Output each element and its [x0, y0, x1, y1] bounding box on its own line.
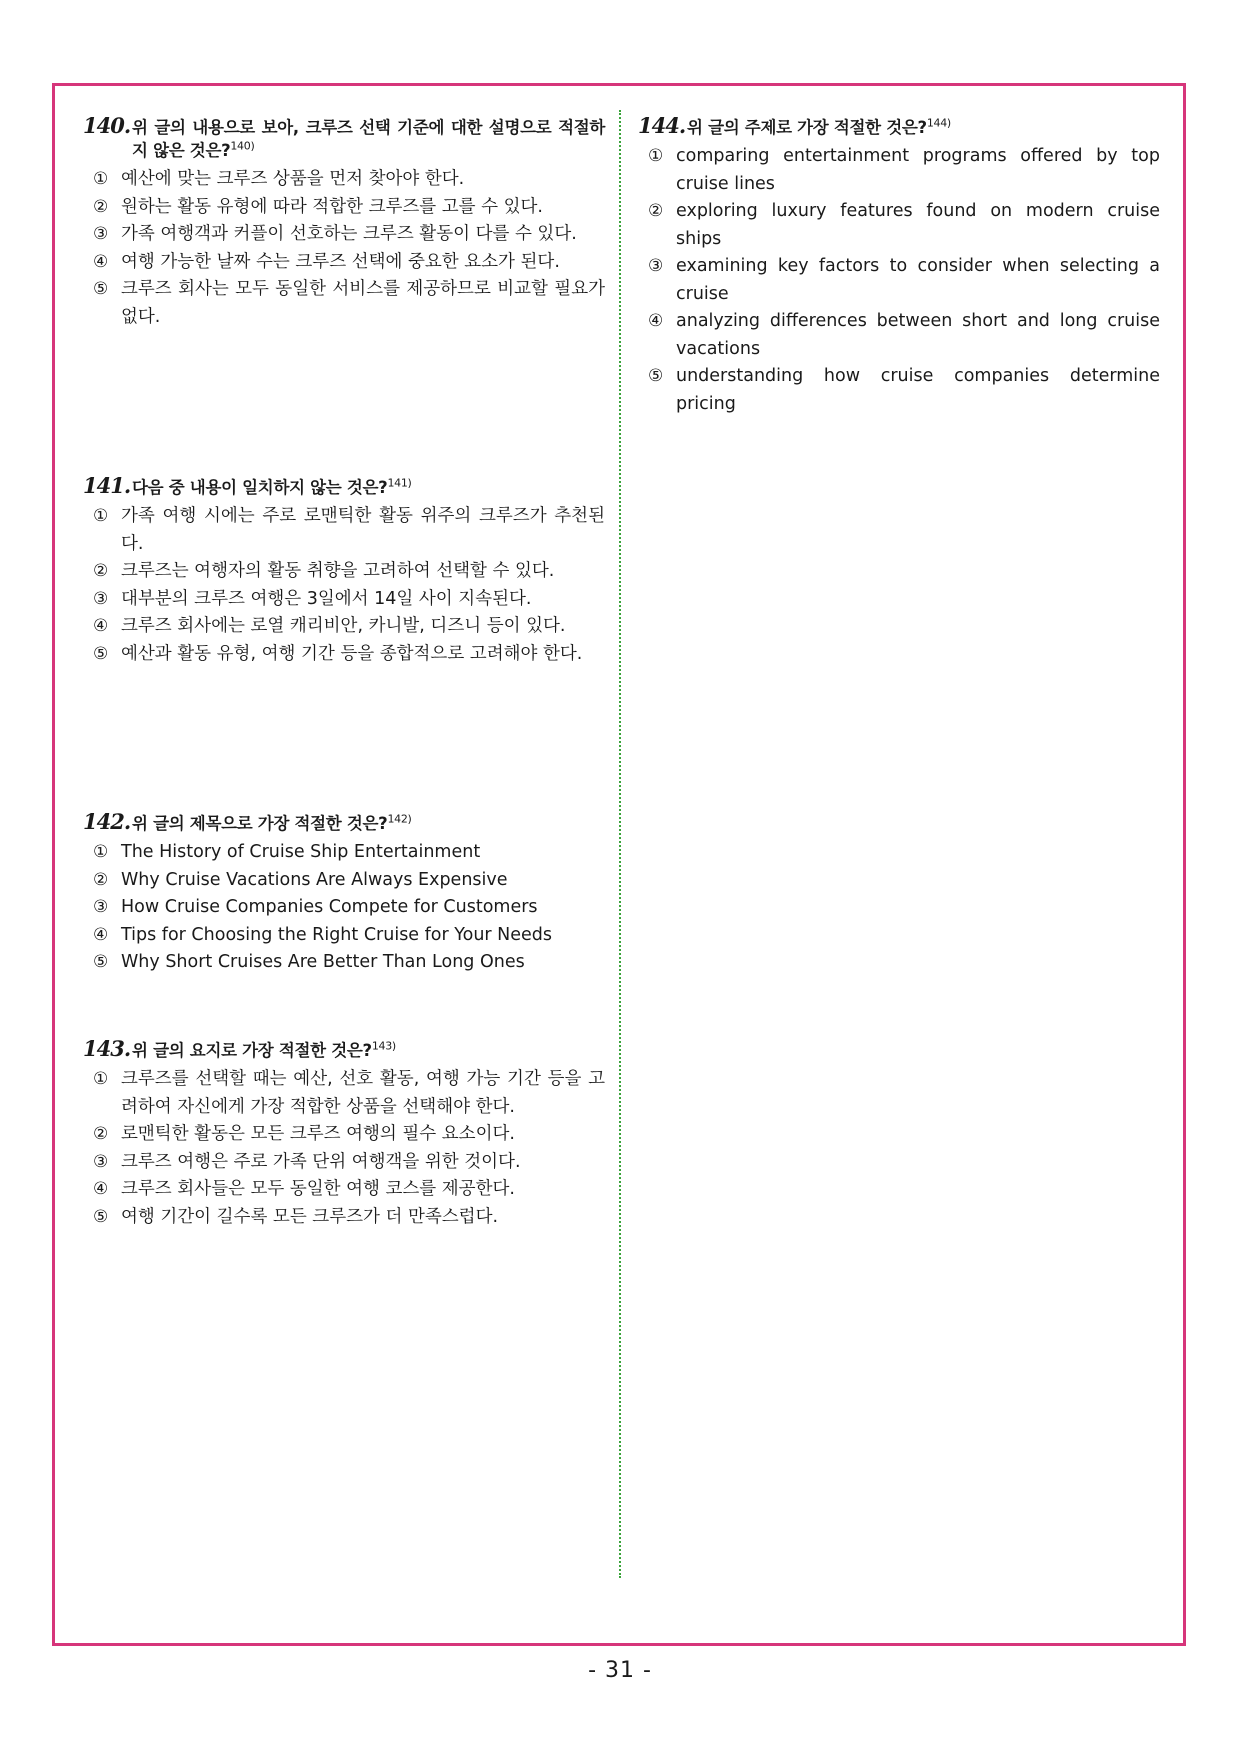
option-list	[83, 1066, 605, 1231]
option-2[interactable]	[83, 194, 605, 222]
option-4[interactable]	[83, 613, 605, 641]
option-text: 예산과 활동 유형, 여행 기간 등을 종합적으로 고려해야 한다.	[121, 643, 583, 664]
question-header	[83, 113, 605, 162]
option-text: understanding how cruise companies determine pricing	[676, 366, 1160, 414]
option-mark: ④	[93, 1179, 109, 1199]
question-text: 위 글의 내용으로 보아, 크루즈 선택 기준에 대한 설명으로 적절하지 않은 것은?	[132, 118, 605, 160]
option-text: 여행 가능한 날짜 수는 크루즈 선택에 중요한 요소가 된다.	[121, 251, 560, 272]
question-140	[83, 113, 605, 331]
option-mark: ②	[93, 196, 109, 217]
option-mark: ⑤	[93, 952, 109, 972]
option-text: comparing entertainment programs offered by top cruise lines	[676, 146, 1160, 194]
option-mark: ①	[93, 1069, 109, 1089]
option-5[interactable]	[638, 363, 1160, 418]
option-mark: ④	[93, 924, 109, 945]
option-4[interactable]	[83, 922, 605, 950]
option-mark: ④	[93, 616, 109, 636]
option-text: How Cruise Companies Compete for Customers	[121, 897, 538, 917]
option-text: 가족 여행객과 커플이 선호하는 크루즈 활동이 다를 수 있다.	[121, 224, 577, 244]
question-text: 위 글의 제목으로 가장 적절한 것은?	[132, 814, 388, 833]
question-141	[83, 473, 605, 668]
option-mark: ①	[648, 146, 664, 166]
option-mark: ②	[93, 869, 109, 890]
option-mark: ①	[93, 506, 109, 526]
option-list	[83, 166, 605, 331]
option-3[interactable]	[83, 221, 605, 249]
option-text: Why Short Cruises Are Better Than Long Ones	[121, 952, 525, 972]
option-1[interactable]	[83, 1066, 605, 1121]
option-text: 원하는 활동 유형에 따라 적합한 크루즈를 고를 수 있다.	[121, 196, 543, 217]
option-mark: ③	[93, 897, 109, 917]
option-mark: ⑤	[648, 366, 664, 386]
option-1[interactable]	[83, 166, 605, 194]
option-mark: ⑤	[93, 279, 109, 299]
option-mark: ⑤	[93, 1206, 109, 1227]
option-mark: ③	[93, 588, 109, 609]
option-3[interactable]	[83, 1149, 605, 1177]
question-number: 140.	[83, 113, 131, 138]
option-4[interactable]	[83, 249, 605, 277]
question-footnote: 140)	[230, 139, 255, 153]
option-2[interactable]	[83, 1121, 605, 1149]
option-text: 크루즈 여행은 주로 가족 단위 여행객을 위한 것이다.	[121, 1151, 521, 1172]
option-4[interactable]	[638, 308, 1160, 363]
option-mark: ④	[93, 251, 109, 272]
option-1[interactable]	[83, 503, 605, 558]
option-1[interactable]	[638, 143, 1160, 198]
option-text: 크루즈 회사에는 로열 캐리비안, 카니발, 디즈니 등이 있다.	[121, 616, 566, 636]
question-header	[83, 809, 605, 835]
option-text: 여행 기간이 길수록 모든 크루즈가 더 만족스럽다.	[121, 1206, 499, 1227]
question-text: 다음 중 내용이 일치하지 않는 것은?	[132, 478, 388, 497]
option-5[interactable]	[83, 276, 605, 331]
question-footnote: 144)	[926, 116, 951, 130]
option-list	[83, 503, 605, 668]
option-4[interactable]	[83, 1176, 605, 1204]
option-mark: ①	[93, 842, 109, 862]
page-number: - 31 -	[588, 1658, 652, 1683]
column-divider	[619, 110, 621, 1578]
option-text: Tips for Choosing the Right Cruise for Your Needs	[121, 924, 553, 945]
question-text: 위 글의 주제로 가장 적절한 것은?	[687, 118, 927, 137]
option-text: 가족 여행 시에는 주로 로맨틱한 활동 위주의 크루즈가 추천된다.	[121, 506, 605, 554]
option-5[interactable]	[83, 641, 605, 669]
option-mark: ①	[93, 169, 109, 189]
question-footnote: 142)	[387, 812, 412, 826]
option-3[interactable]	[83, 586, 605, 614]
option-5[interactable]	[83, 949, 605, 977]
question-header	[83, 1036, 605, 1062]
question-text: 위 글의 요지로 가장 적절한 것은?	[132, 1041, 372, 1060]
question-144	[638, 113, 1160, 418]
option-list	[638, 143, 1160, 418]
option-text: 크루즈 회사들은 모두 동일한 여행 코스를 제공한다.	[121, 1179, 515, 1199]
option-text: 크루즈를 선택할 때는 예산, 선호 활동, 여행 가능 기간 등을 고려하여 자신에게 가장 적합한 상품을 선택해야 한다.	[121, 1069, 605, 1117]
option-mark: ③	[648, 256, 664, 276]
option-1[interactable]	[83, 839, 605, 867]
option-text: 로맨틱한 활동은 모든 크루즈 여행의 필수 요소이다.	[121, 1124, 515, 1144]
question-header	[638, 113, 1160, 139]
option-mark: ③	[93, 224, 109, 244]
option-mark: ④	[648, 311, 664, 331]
option-mark: ②	[648, 201, 664, 221]
option-3[interactable]	[638, 253, 1160, 308]
option-text: analyzing differences between short and long cruise vacations	[676, 311, 1160, 359]
option-mark: ②	[93, 1124, 109, 1144]
option-text: 예산에 맞는 크루즈 상품을 먼저 찾아야 한다.	[121, 169, 465, 189]
question-footnote: 141)	[387, 476, 412, 490]
option-text: The History of Cruise Ship Entertainment	[121, 842, 481, 862]
question-number: 141.	[83, 473, 131, 498]
option-3[interactable]	[83, 894, 605, 922]
question-number: 142.	[83, 809, 131, 834]
question-footnote: 143)	[371, 1039, 396, 1053]
option-mark: ⑤	[93, 643, 109, 664]
option-5[interactable]	[83, 1204, 605, 1232]
question-number: 143.	[83, 1036, 131, 1061]
option-list	[83, 839, 605, 977]
question-header	[83, 473, 605, 499]
option-mark: ②	[93, 561, 109, 581]
option-mark: ③	[93, 1151, 109, 1172]
option-text: exploring luxury features found on modern cruise ships	[676, 201, 1160, 249]
option-text: 크루즈는 여행자의 활동 취향을 고려하여 선택할 수 있다.	[121, 561, 555, 581]
question-number: 144.	[638, 113, 686, 138]
option-2[interactable]	[83, 558, 605, 586]
option-text: 크루즈 회사는 모두 동일한 서비스를 제공하므로 비교할 필요가 없다.	[121, 279, 605, 327]
option-2[interactable]	[83, 867, 605, 895]
option-text: Why Cruise Vacations Are Always Expensive	[121, 869, 508, 890]
question-143	[83, 1036, 605, 1231]
option-text: examining key factors to consider when selecting a cruise	[676, 256, 1160, 304]
option-2[interactable]	[638, 198, 1160, 253]
question-142	[83, 809, 605, 977]
option-text: 대부분의 크루즈 여행은 3일에서 14일 사이 지속된다.	[121, 588, 532, 609]
